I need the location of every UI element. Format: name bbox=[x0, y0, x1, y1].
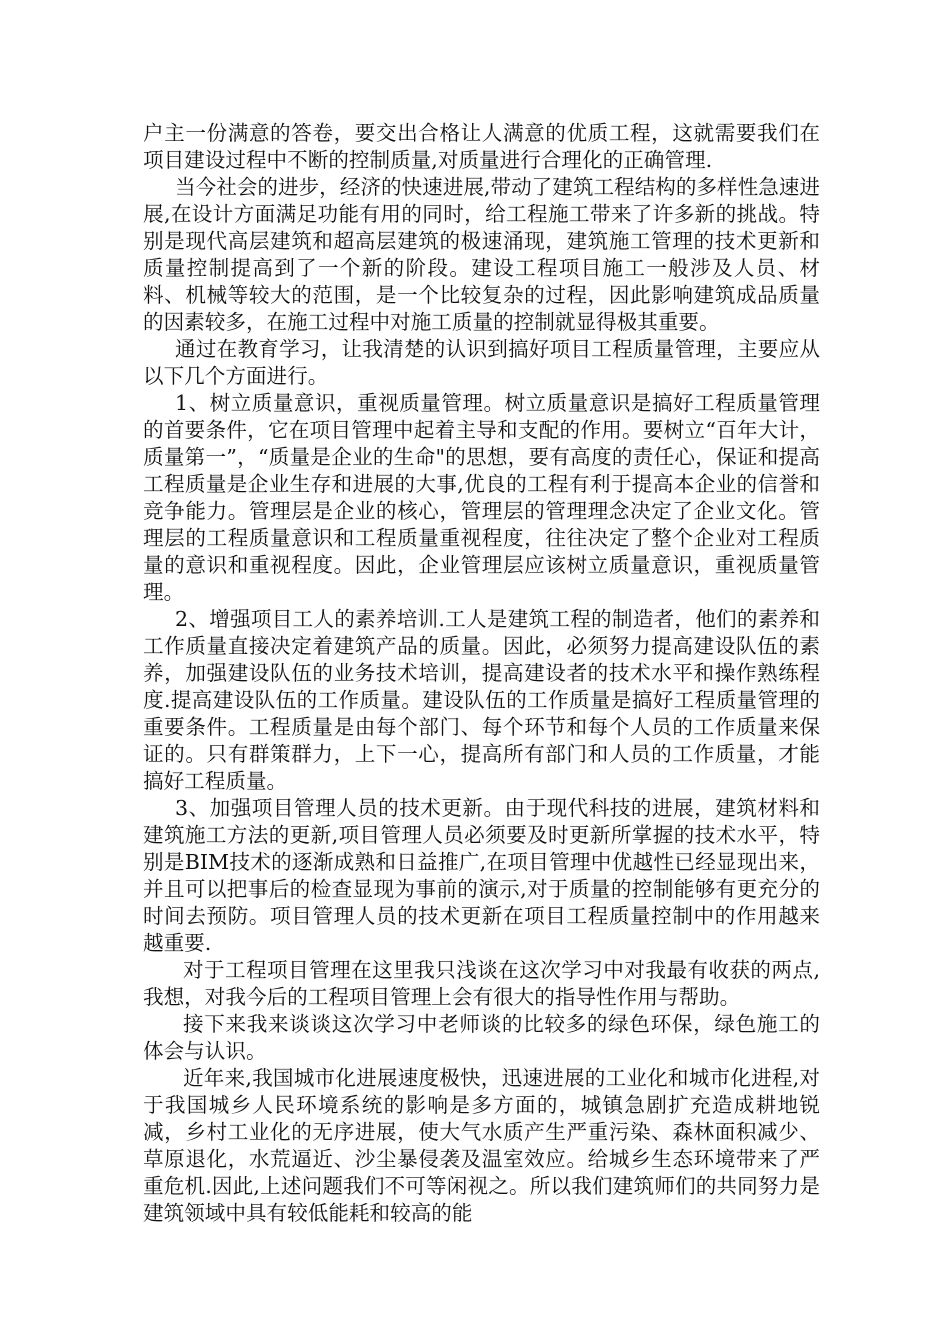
paragraph-point-3-technical-update: 3、加强项目管理人员的技术更新。由于现代科技的进展，建筑材料和建筑施工方法的更新,项目管理人员必须要及时更新所掌握的技术水平，特别是BIM技术的逐渐成熟和日益推广,在项目管理中优越性已经显现出来，并且可以把事后的检查显现为事前的演示,对于质量的控制能够有更充分的时间去预防。项目管理人员的技术更新在项目工程质量控制中的作用越来越重要. bbox=[143, 796, 820, 955]
paragraph-learning-summary: 通过在教育学习，让我清楚的认识到搞好项目工程质量管理，主要应从以下几个方面进行。 bbox=[143, 337, 820, 388]
paragraph-point-2-worker-training: 2、增强项目工人的素养培训.工人是建筑工程的制造者，他们的素养和工作质量直接决定着建筑产品的质量。因此，必须努力提高建设队伍的素养，加强建设队伍的业务技术培训，提高建设者的技术水平和操作熟练程度.提高建设队伍的工作质量。建设队伍的工作质量是搞好工程质量管理的重要条件。工程质量是由每个部门、每个环节和每个人员的工作质量来保证的。只有群策群力，上下一心，提高所有部门和人员的工作质量，才能搞好工程质量。 bbox=[143, 607, 820, 793]
paragraph-social-progress: 当今社会的进步，经济的快速进展,带动了建筑工程结构的多样性急速进展,在设计方面满足功能有用的同时，给工程施工带来了许多新的挑战。特别是现代高层建筑和超高层建筑的极速涌现，建筑施工管理的技术更新和质量控制提高到了一个新的阶段。建设工程项目施工一般涉及人员、材料、机械等较大的范围，是一个比较复杂的过程，因此影响建筑成品质量的因素较多，在施工过程中对施工质量的控制就显得极其重要。 bbox=[143, 175, 820, 334]
paragraph-green-construction-intro: 接下来我来谈谈这次学习中老师谈的比较多的绿色环保，绿色施工的体会与认识。 bbox=[143, 1012, 820, 1063]
paragraph-point-1-quality-awareness: 1、树立质量意识，重视质量管理。树立质量意识是搞好工程质量管理的首要条件，它在项目管理中起着主导和支配的作用。要树立“百年大计，质量第一”，“质量是企业的生命"的思想，要有高度的责任心，保证和提高工程质量是企业生存和进展的大事,优良的工程有利于提高本企业的信誉和竞争能力。管理层是企业的核心，管理层的管理理念决定了企业文化。管理层的工程质量意识和工程质量重视程度，往往决定了整个企业对工程质量的意识和重视程度。因此，企业管理层应该树立质量意识，重视质量管理。 bbox=[143, 391, 820, 604]
paragraph-urbanization: 近年来,我国城市化进展速度极快，迅速进展的工业化和城市化进程,对于我国城乡人民环境系统的影响是多方面的，城镇急剧扩充造成耕地锐减，乡村工业化的无序进展，使大气水质产生严重污染、森林面积减少、草原退化，水荒逼近、沙尘暴侵袭及温室效应。给城乡生态环境带来了严重危机.因此,上述问题我们不可等闲视之。所以我们建筑师们的共同努力是建筑领域中具有较低能耗和较高的能 bbox=[143, 1066, 820, 1225]
document-body bbox=[143, 120, 820, 1227]
paragraph-intro-continued: 户主一份满意的答卷，要交出合格让人满意的优质工程，这就需要我们在项目建设过程中不断的控制质量,对质量进行合理化的正确管理. bbox=[143, 121, 820, 172]
paragraph-project-management-conclusion: 对于工程项目管理在这里我只浅谈在这次学习中对我最有收获的两点,我想，对我今后的工程项目管理上会有很大的指导性作用与帮助。 bbox=[143, 958, 820, 1009]
